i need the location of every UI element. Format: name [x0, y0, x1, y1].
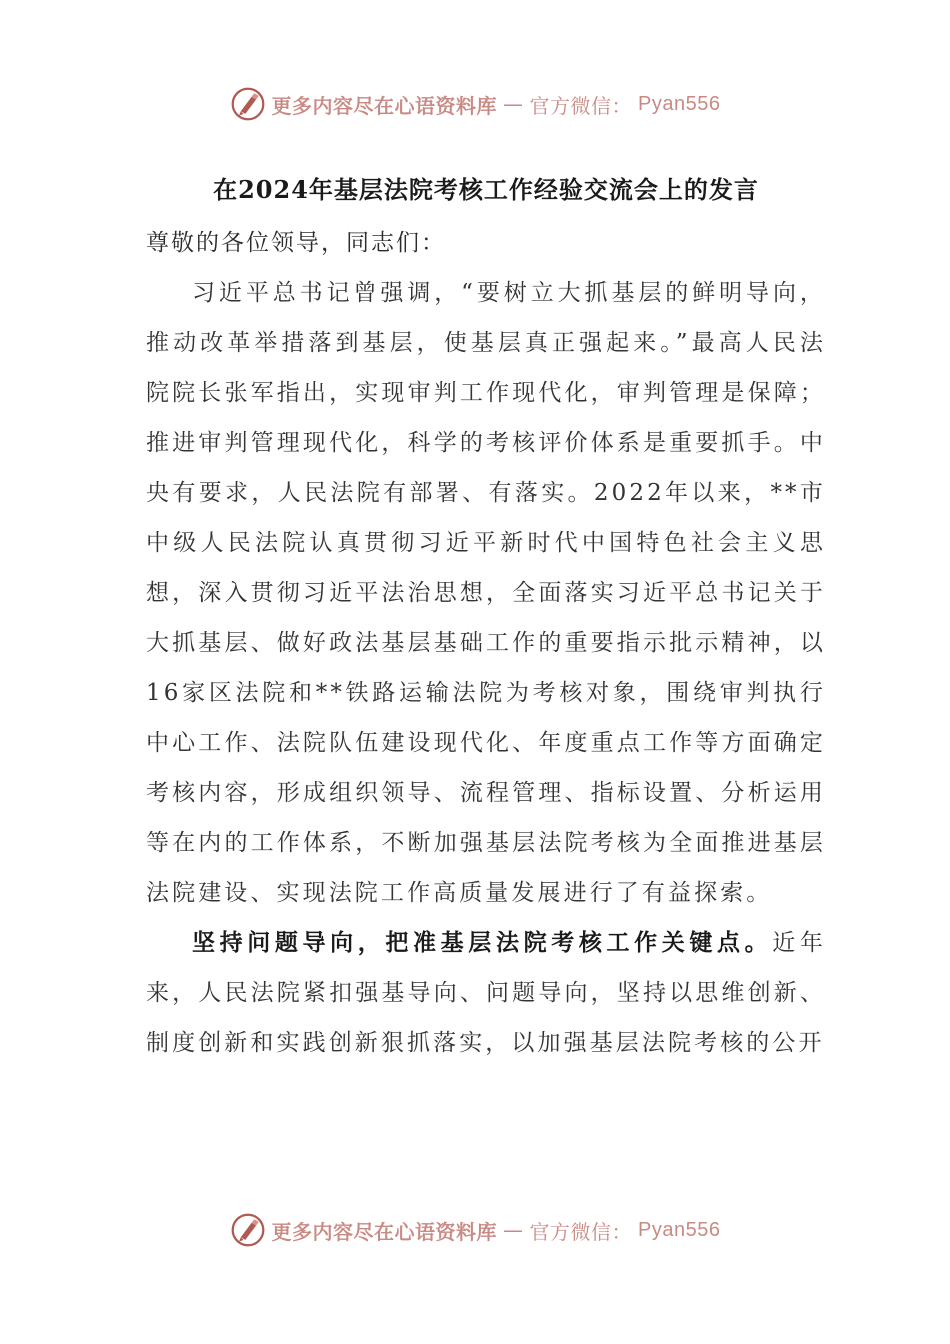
- header-watermark: [0, 84, 950, 124]
- paragraph-section-1: [146, 918, 826, 1068]
- watermark-dash: —: [503, 1218, 524, 1242]
- salutation: 尊敬的各位领导，同志们：: [146, 230, 446, 256]
- watermark-dash: —: [503, 92, 524, 116]
- paragraph-text: 习近平总书记曾强调，“要树立大抓基层的鲜明导向，推动改革举措落到基层，使基层真正强起来。”最高人民法院院长张军指出，实现审判工作现代化，审判管理是保障；推进审判管理现代化，科学的考核评价体系是重要抓手。中央有要求，人民法院有部署、有落实。2022年以来，**市中级人民法院认真贯彻习近平新时代中国特色社会主义思想，深入贯彻习近平法治思想，全面落实习近平总书记关于大抓基层、做好政法基层基础工作的重要指示批示精神，以16家区法院和**铁路运输法院为考核对象，围绕审判执行中心工作、法院队伍建设现代化、年度重点工作等方面确定考核内容，形成组织领导、流程管理、指标设置、分析运用等在内的工作体系，不断加强基层法院考核为全面推进基层法院建设、实现法院工作高质量发展进行了有益探索。: [146, 280, 826, 906]
- paragraph-text: 近年来，人民法院紧扣强基导向、问题导向，坚持以思维创新、制度创新和实践创新狠抓落实，以加强基层法院考核的公开: [146, 930, 826, 1056]
- watermark-banner: [230, 1212, 721, 1248]
- watermark-brand: 更多内容尽在心语资料库: [271, 93, 498, 118]
- pen-nib-logo-icon: [230, 86, 266, 122]
- document-body: [146, 150, 826, 1068]
- watermark-wechat-id: Pyan556: [638, 1218, 721, 1241]
- watermark-label: 官方微信：: [529, 93, 633, 118]
- watermark-wechat-id: Pyan556: [638, 92, 721, 115]
- document-title: 在2024年基层法院考核工作经验交流会上的发言: [213, 175, 759, 204]
- pen-nib-logo-icon: [230, 1212, 266, 1248]
- paragraph-intro: [146, 268, 826, 918]
- watermark-brand: 更多内容尽在心语资料库: [271, 1219, 498, 1244]
- watermark-banner: [230, 86, 721, 122]
- watermark-label: 官方微信：: [529, 1219, 633, 1244]
- paragraph-lead-heading: 坚持问题导向，把准基层法院考核工作关键点。: [192, 929, 773, 956]
- footer-watermark: [0, 1210, 950, 1250]
